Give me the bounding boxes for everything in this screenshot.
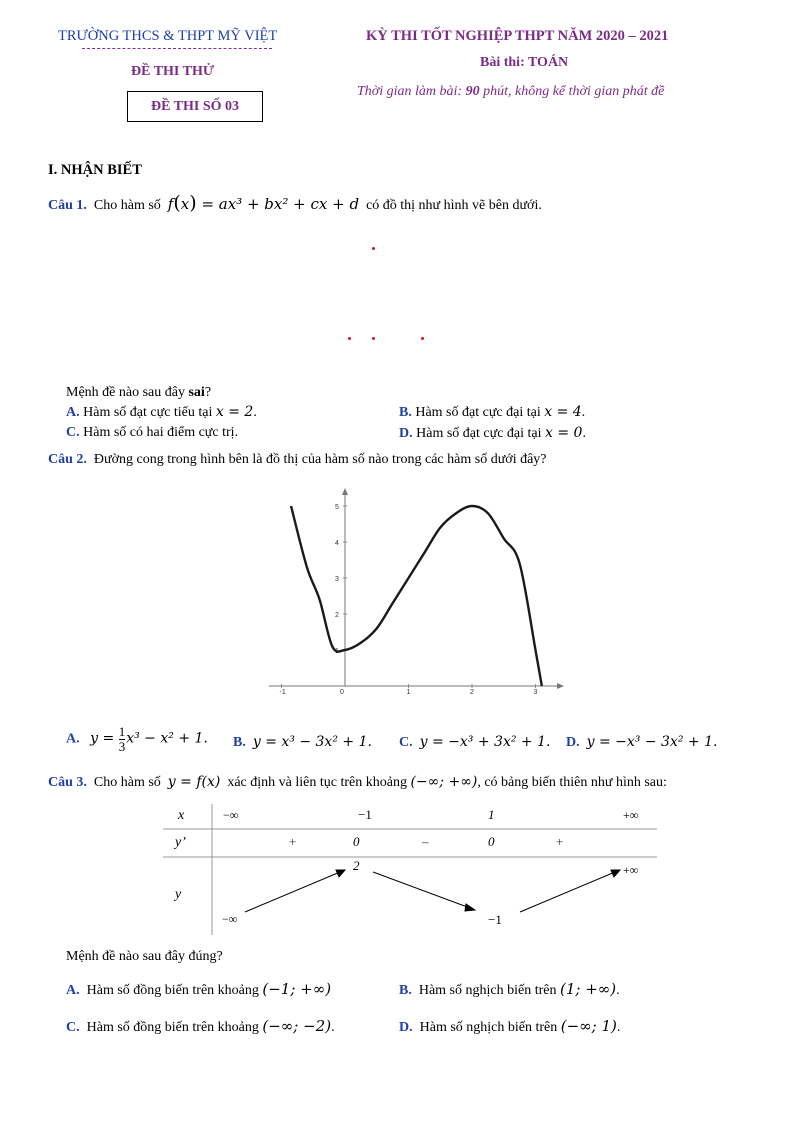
question-2-option-d[interactable]: D. y = −x³ − 3x² + 1. [566,734,718,750]
question-2-option-c[interactable]: C. y = −x³ + 3x² + 1. [399,734,551,750]
question-2-text: Đường cong trong hình bên là đồ thị của hàm số nào trong các hàm số dưới đây? [93,452,547,467]
table-y-value: −∞ [222,912,238,926]
question-3-interval: (−∞; +∞) [410,774,478,790]
exam-number-box [127,91,263,122]
question-3-prompt: Mệnh đề nào sau đây đúng? [66,949,223,964]
table-y-value: −1 [488,912,502,927]
question-1-option-d[interactable]: D. Hàm số đạt cực đại tại x = 0. [399,425,586,441]
exam-number: ĐỀ THI SỐ 03 [150,99,240,114]
question-3-option-c[interactable]: C. Hàm số đồng biến trên khoảng (−∞; −2). [66,1017,335,1035]
table-y-value: 2 [353,858,360,873]
question-2-graph [250,482,580,702]
question-1-function: f(x) = ax³ + bx² + cx + d [167,192,360,214]
question-1-option-c[interactable]: C. Hàm số có hai điểm cực trị. [66,425,239,440]
question-2-option-a[interactable]: A. y = $\frac{1}{3}$ x³ − x² + 1. [66,724,208,754]
y-tick-label: 1 [335,648,339,655]
table-row-y-label: y [175,887,182,902]
table-yprime-value: + [289,834,297,849]
school-name: TRƯỜNG THCS & THPT MỸ VIỆT [58,28,278,44]
section-title: I. NHẬN BIẾT [48,162,142,178]
table-x-value: −1 [358,807,372,822]
question-3-option-d[interactable]: D. Hàm số nghịch biến trên (−∞; 1). [399,1017,621,1035]
x-tick-label: 0 [340,689,344,696]
graph-point [372,337,375,340]
question-3-function: y = f(x) [167,774,221,790]
x-tick-label: 3 [533,689,538,696]
x-axis-arrow [557,683,564,689]
header-divider [82,48,272,49]
question-3-label: Câu 3. [48,775,87,790]
question-1-suffix: có đồ thị như hình vẽ bên dưới. [366,198,542,213]
table-yprime-value: 0 [353,834,360,849]
table-x-value: 1 [488,807,495,822]
x-tick-label: 1 [406,689,411,696]
exam-type: ĐỀ THI THỬ [131,64,214,79]
y-tick-label: 5 [335,504,339,511]
graph-point [372,247,375,250]
question-3-option-b[interactable]: B. Hàm số nghịch biến trên (1; +∞). [399,980,620,998]
table-y-value: +∞ [623,863,639,877]
question-1-option-a[interactable]: A. Hàm số đạt cực tiểu tại x = 2. [66,404,257,420]
table-yprime-value: + [556,834,564,849]
exam-title: KỲ THI TỐT NGHIỆP THPT NĂM 2020 – 2021 [366,28,669,44]
y-tick-label: 3 [335,576,339,583]
table-arrows [245,870,620,912]
graph-point [421,337,424,340]
function-curve [291,506,542,686]
question-1-option-b[interactable]: B. Hàm số đạt cực đại tại x = 4. [399,404,586,420]
exam-time: Thời gian làm bài: 90 phút, không kể thời gian phát đề [357,84,665,99]
table-yprime-value: 0 [488,834,495,849]
question-3-option-a[interactable]: A. Hàm số đồng biến trên khoảng (−1; +∞) [66,980,332,998]
question-1-prompt: Mệnh đề nào sau đây sai? [66,385,212,400]
table-x-value: +∞ [623,808,639,822]
x-tick-label: 2 [470,689,474,696]
question-1 [48,192,542,214]
variation-table [160,800,660,940]
exam-subject: Bài thi: TOÁN [480,55,569,70]
table-yprime-value: – [422,834,429,849]
question-2 [48,452,547,468]
question-2-option-b[interactable]: B. y = x³ − 3x² + 1. [233,734,372,750]
y-tick-label: 2 [335,612,339,619]
question-3: Câu 3. Cho hàm số y = f(x) xác định và liên tục trên khoảng (−∞; +∞), có bảng biến thiên như hình sau: [48,774,667,790]
question-2-label: Câu 2. [48,452,87,467]
exam-time-value: 90 [465,84,480,99]
table-row-yprime-label: y’ [175,835,186,850]
x-tick-label: -1 [279,689,286,696]
table-x-value: −∞ [223,808,239,822]
y-tick-label: 4 [335,540,339,547]
table-row-x-label: x [178,808,185,823]
y-axis-arrow [342,488,348,495]
graph-point [348,337,351,340]
question-1-prefix: Cho hàm số [93,198,161,213]
question-1-label: Câu 1. [48,198,87,213]
